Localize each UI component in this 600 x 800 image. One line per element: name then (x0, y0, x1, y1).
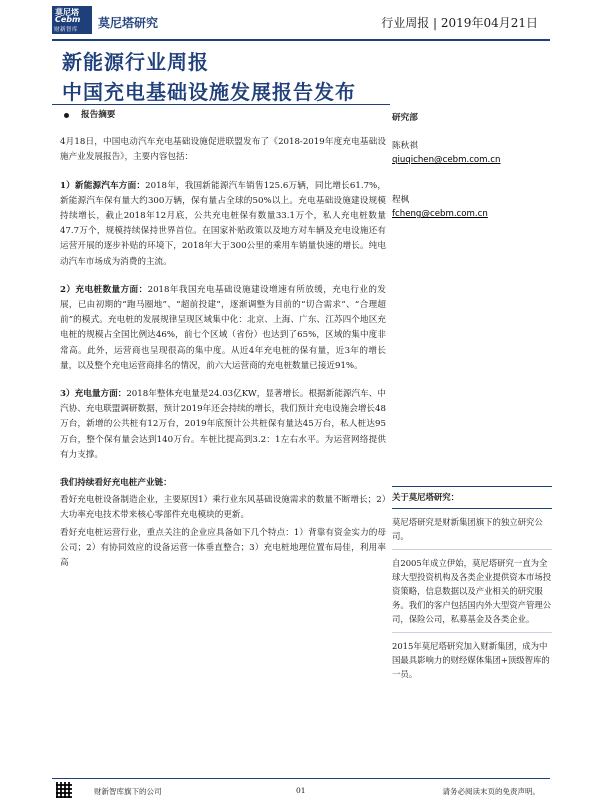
analyst-email[interactable]: fcheng@cebm.com.cn (392, 209, 488, 219)
analyst-name: 程枫 (392, 195, 410, 205)
summary-heading (60, 108, 386, 123)
cebm-logo (52, 6, 92, 34)
paragraph-3-label: 3）充电量方面： (60, 389, 127, 400)
about-paragraph-3: 2015年莫尼塔研究加入财新集团，成为中国最具影响力的财经媒体集团+顶级智库的一员。 (392, 632, 552, 687)
summary-intro: 4月18日，中国电动汽车充电基础设施促进联盟发布了《2018-2019年度充电基础设施产业发展报告》，主要内容包括： (60, 137, 386, 163)
paragraph-2-label: 2）充电桩数量方面： (60, 284, 148, 295)
report-meta: 行业周报 | 2019年04月21日 (381, 16, 538, 30)
about-paragraph-1: 莫尼塔研究是财新集团旗下的独立研究公司。 (392, 517, 543, 541)
summary-paragraph-2 (60, 283, 386, 374)
summary-paragraph-3 (60, 387, 386, 463)
summary-paragraph-4a: 看好充电桩设备制造企业，主要原因1）乘行业东风基础设施需求的数量不断增长；2）大功率充电技术带来核心零部件充电模块的更新。 (60, 495, 386, 521)
footer-company: 财新智库旗下的公司 (94, 787, 162, 796)
about-heading: 关于莫尼塔研究： (392, 492, 459, 502)
about-section (392, 486, 552, 687)
page-header (0, 0, 600, 40)
report-type: 行业周报 (381, 16, 430, 30)
page-number: 01 (296, 786, 306, 795)
brand-name: 莫尼塔研究 (98, 16, 159, 30)
analyst-email[interactable]: qiuqichen@cebm.com.cn (392, 155, 501, 165)
side-column (392, 108, 552, 221)
paragraph-2-text: 2018年我国充电基础设施建设增速有所放缓，充电行业的发展，已由初期的“跑马圈地”、“超前投建”，逐渐调整为目前的“切合需求”、“合理超前”的模式。充电桩的发展规律呈现区域集中化：北京、上海、广东、江苏四个地区充电桩的规模占全国比例达46%，前七个区域（省份）也达到了65%，区域的集中度非常高。此外，运营商也呈现很高的集中度。从近4年充电桩的保有量，近3年的增长量，以及整个充电运营商排名的情况，前六大运营商的充电桩数量已接近91%。 (60, 284, 386, 371)
summary-paragraph-4-label: 我们持续看好充电桩产业链： (60, 478, 172, 489)
footer-divider (52, 778, 550, 779)
summary-paragraph-4b: 看好充电桩运营行业，重点关注的企业应具备如下几个特点：1）背靠有资金实力的母公司；2）有协同效应的设备运营一体垂直整合；3）充电桩地理位置布局佳，利用率高 (60, 527, 386, 569)
logo-cn-text: 莫尼塔 (55, 8, 79, 17)
logo-en-text: Cebm (55, 15, 81, 24)
logo-tagline: 财新智库 (54, 27, 79, 33)
paragraph-1-label: 1）新能源汽车方面： (60, 180, 146, 191)
research-dept-heading: 研究部 (392, 113, 418, 123)
header-divider (52, 39, 550, 41)
report-title: 新能源行业周报 (62, 50, 209, 74)
paragraph-1-text: 2018年，我国新能源汽车销售125.6万辆，同比增长61.7%，新能源汽车保有量大约300万辆，保有量占全球的50%以上。充电基础设施建设规模持续增长，截止2018年12月底，公共充电桩保有数量33.1万个，私人充电桩数量47.7万个，规模持续保持世界首位。在国家补贴政策以及地方对车辆及充电设施还有运营开展的逐步补贴的环境下，2018年大于300公里的乘用车销量快速的增长。纯电动汽车市场成为消费的主流。 (60, 180, 386, 267)
paragraph-3-text: 2018年整体充电量是24.03亿KW，显著增长。根据新能源汽车、中汽协、充电联盟调研数据，预计2019年还会持续的增长，我们预计充电设施会增长48万台，新增的公共桩有12万台，2019年底预计公共桩保有量达45万台，私人桩达95万台，整个保有量会达到140万台。车桩比提高到3.2：1左右水平。为运营网络提供有力支撑。 (60, 389, 386, 460)
analyst-name: 陈秋祺 (392, 141, 418, 151)
title-divider (52, 104, 390, 105)
about-paragraph-2: 自2005年成立伊始，莫尼塔研究一直为全球大型投资机构及各类企业提供资本市场投资策略，信息数据以及产业相关的研究服务。我们的客户包括国内外大型资产管理公司，保险公司，私募基金及各类企业。 (392, 549, 552, 632)
summary-heading-text: 报告摘要 (81, 110, 116, 120)
qr-code-icon (56, 782, 72, 798)
main-column (60, 108, 386, 573)
footer-disclaimer: 请务必阅读末页的免责声明。 (442, 787, 540, 796)
report-subtitle: 中国充电基础设施发展报告发布 (62, 80, 356, 104)
report-date: 2019年04月21日 (440, 16, 538, 30)
summary-paragraph-1 (60, 179, 386, 270)
bullet-icon (64, 113, 69, 118)
